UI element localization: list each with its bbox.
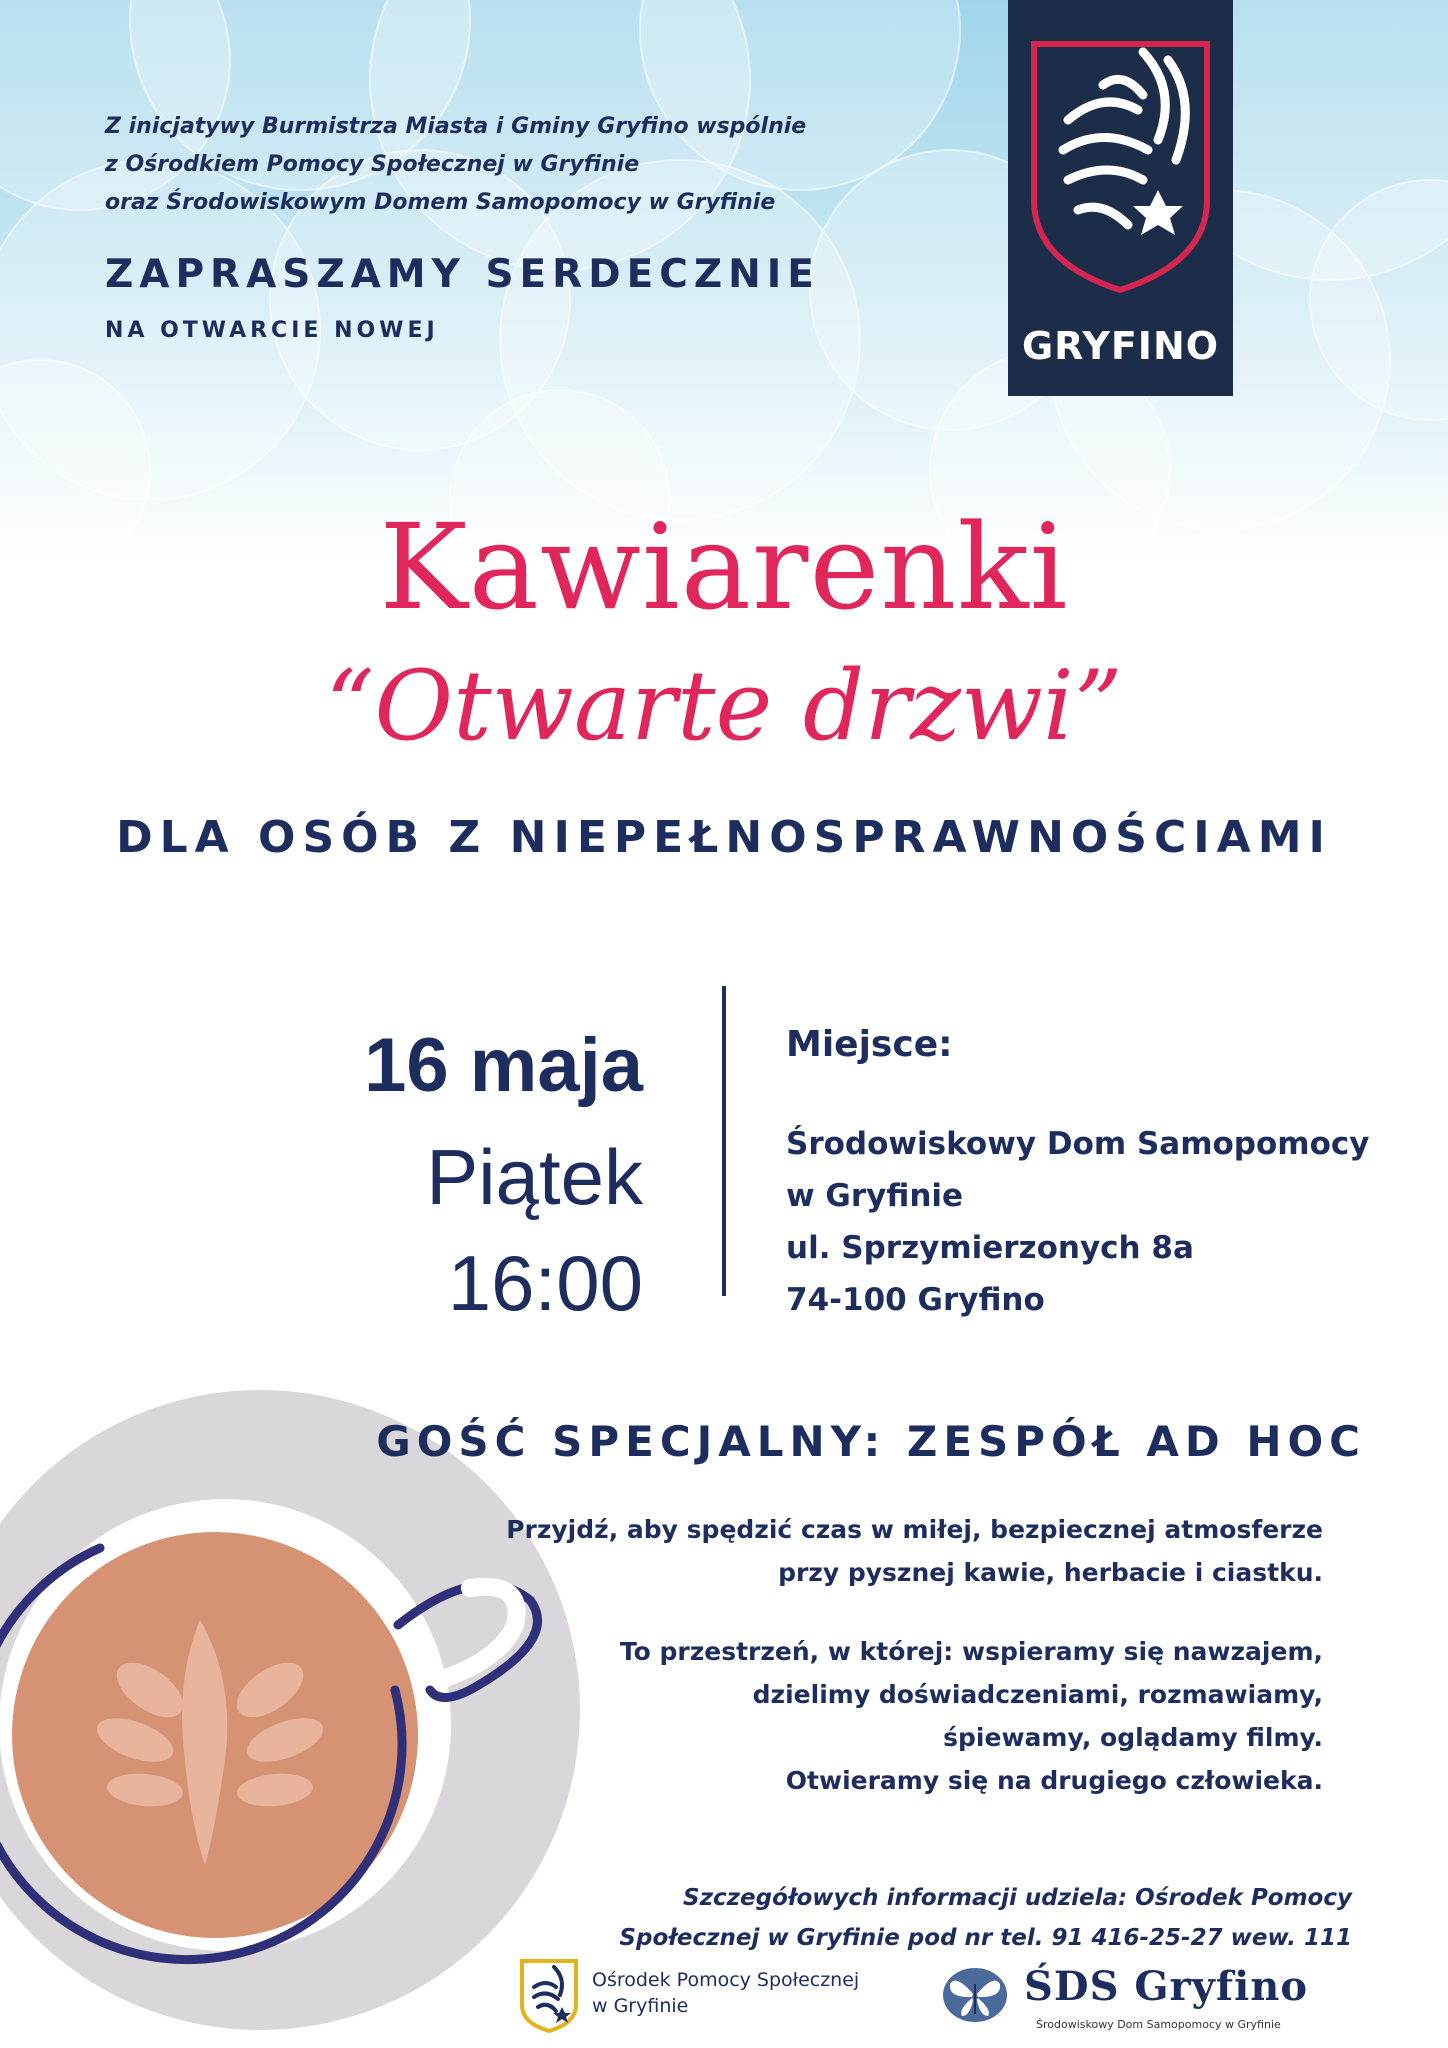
ops-name (592, 1967, 859, 2019)
ops-logo-icon (518, 1957, 580, 2033)
event-time: 16:00 (447, 1239, 643, 1327)
place-label: Miejsce: (786, 1024, 953, 1065)
address-line: Środowiskowy Dom Samopomocy (786, 1126, 1370, 1162)
ops-name-line: w Gryfinie (592, 1995, 689, 2017)
divider-line (722, 986, 726, 1296)
description-paragraph (506, 1508, 1323, 1594)
intro-line: oraz Środowiskowym Domem Samopomocy w Gryfinie (105, 190, 776, 215)
invite-subheading: NA OTWARCIE NOWEJ (105, 318, 439, 343)
special-guest: GOŚĆ SPECJALNY: ZESPÓŁ AD HOC (376, 1417, 1366, 1466)
description-line: dzielimy doświadczeniami, rozmawiamy, (752, 1680, 1323, 1709)
event-date: 16 maja (364, 1023, 643, 1108)
butterfly-icon (942, 1966, 1008, 2024)
griffin-crest-icon (1008, 0, 1233, 300)
sds-name: ŚDS Gryfino (1024, 1963, 1309, 2010)
coffee-cup-illustration (0, 1390, 580, 2030)
ops-name-line: Ośrodek Pomocy Społecznej (592, 1969, 860, 1991)
description-line: To przestrzeń, w której: wspieramy się nawzajem, (619, 1637, 1323, 1666)
gryfino-logo (1008, 0, 1233, 396)
description-paragraph (620, 1630, 1323, 1802)
address-line: w Gryfinie (786, 1178, 964, 1214)
intro-text (105, 108, 865, 222)
description-line: przy pysznej kawie, herbacie i ciastku. (778, 1558, 1323, 1587)
place-address (786, 1118, 1369, 1326)
logo-wordmark: GRYFINO (1021, 324, 1220, 368)
description-line: śpiewamy, oglądamy filmy. (943, 1723, 1323, 1752)
sds-tagline: Środowiskowy Dom Samopomocy w Gryfinie (1036, 2018, 1281, 2031)
event-day: Piątek (426, 1133, 643, 1221)
intro-line: z Ośrodkiem Pomocy Społecznej w Gryfinie (105, 152, 640, 177)
description-line: Przyjdź, aby spędzić czas w miłej, bezpiecznej atmosferze (506, 1515, 1323, 1544)
main-title: Kawiarenki (379, 498, 1069, 636)
main-title-quote: “Otwarte drzwi” (325, 650, 1123, 762)
subtitle: DLA OSÓB Z NIEPEŁNOSPRAWNOŚCIAMI (116, 812, 1332, 863)
contact-info (619, 1878, 1352, 1958)
intro-line: Z inicjatywy Burmistrza Miasta i Gminy Gryfino wspólnie (105, 114, 807, 139)
contact-line: Szczegółowych informacji udziela: Ośrodek Pomocy (683, 1885, 1352, 1911)
invite-heading: ZAPRASZAMY SERDECZNIE (105, 252, 820, 297)
contact-line: Społecznej w Gryfinie pod nr tel. 91 416-25-27 wew. 111 (619, 1925, 1352, 1951)
address-line: 74-100 Gryfino (786, 1282, 1045, 1318)
description-line: Otwieramy się na drugiego człowieka. (785, 1766, 1323, 1795)
address-line: ul. Sprzymierzonych 8a (786, 1230, 1194, 1266)
